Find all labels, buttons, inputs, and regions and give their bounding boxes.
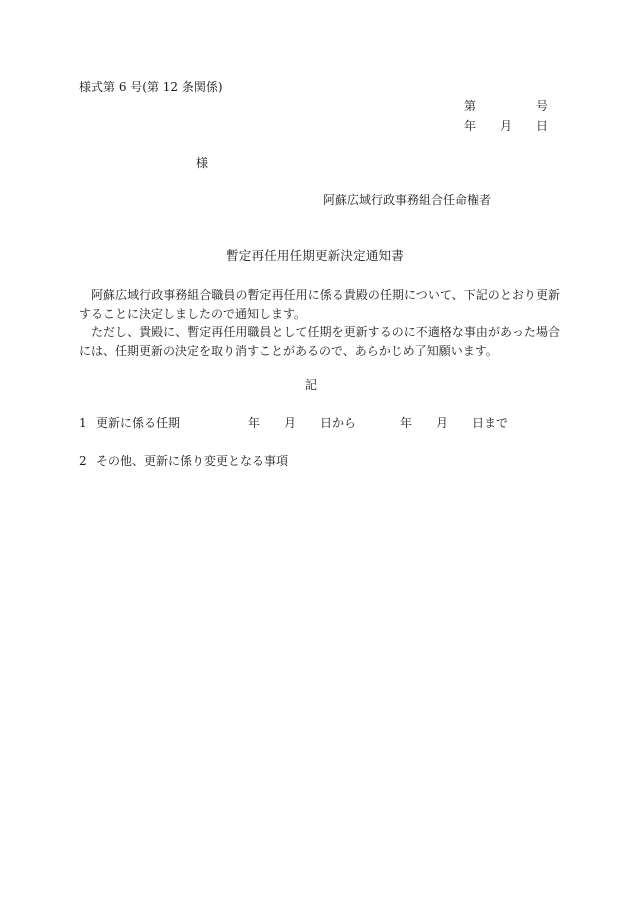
issue-date-month: 月 <box>500 119 513 133</box>
item-label-other-changes: その他、更新に係り変更となる事項 <box>96 454 289 468</box>
item-number: 1 <box>79 416 87 430</box>
reference-number-prefix: 第 <box>464 99 477 113</box>
body-paragraph: 阿蘇広域行政事務組合職員の暫定再任用に係る貴殿の任期について、下記のとおり更新することに決定しましたので通知します。 <box>79 288 560 321</box>
item-number: 2 <box>79 454 87 468</box>
record-heading: 記 <box>304 378 317 392</box>
term-to-day: 日まで <box>472 416 509 430</box>
term-to-year: 年 <box>400 416 413 430</box>
issue-date-year: 年 <box>464 119 477 133</box>
term-from-day: 日から <box>320 416 357 430</box>
item-label-term: 更新に係る任期 <box>96 416 181 430</box>
form-number: 様式第 6 号(第 12 条関係) <box>79 80 223 94</box>
term-from-year: 年 <box>248 416 261 430</box>
addressee-honorific: 様 <box>196 156 209 170</box>
body-text <box>79 286 560 360</box>
issuer-name: 阿蘇広域行政事務組合任命権者 <box>323 193 492 207</box>
document-title: 暫定再任用任期更新決定通知書 <box>226 248 404 263</box>
term-from-month: 月 <box>284 416 297 430</box>
issue-date-day: 日 <box>536 119 549 133</box>
body-paragraph: ただし、貴殿に、暫定再任用職員として任期を更新するのに不適格な事由があった場合には、任期更新の決定を取り消すことがあるので、あらかじめ了知願います。 <box>79 325 560 358</box>
term-to-month: 月 <box>436 416 449 430</box>
reference-number-suffix: 号 <box>536 99 549 113</box>
